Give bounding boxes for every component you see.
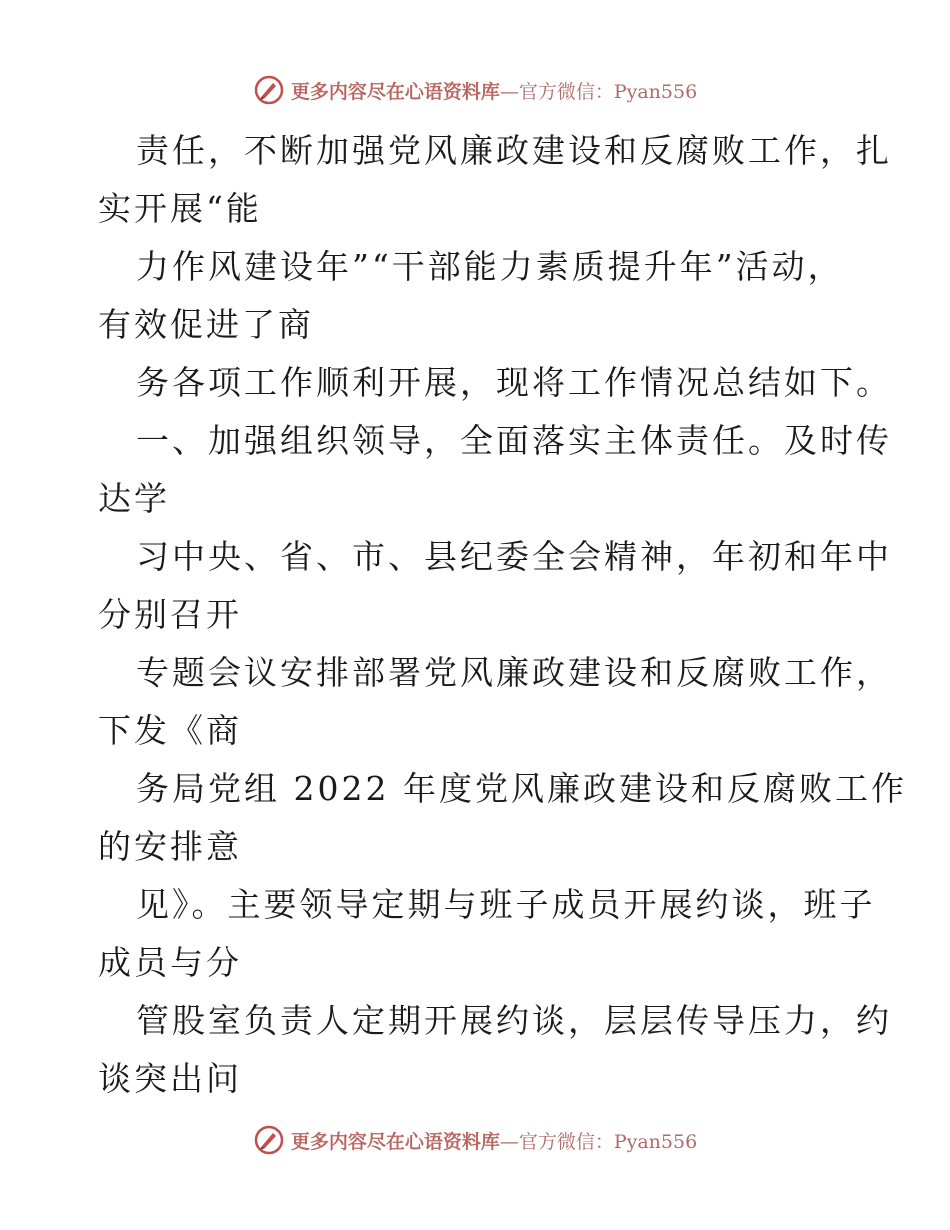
text-line: 成员与分 [98,943,242,982]
text-line: 专题会议安排部署党风廉政建设和反腐败工作， [136,653,892,692]
watermark-prefix: 更多内容尽在心语资料库 [290,1130,500,1153]
text-line: 力作风建设年”“干部能力素质提升年”活动， [136,247,844,286]
quill-logo-icon [253,1124,285,1156]
header-watermark [0,70,950,110]
watermark-prefix: 更多内容尽在心语资料库 [290,80,500,103]
text-line: 的安排意 [98,827,242,866]
text-line: 责任，不断加强党风廉政建设和反腐败工作，扎 [136,131,892,170]
text-line: 习中央、省、市、县纪委全会精神，年初和年中 [136,537,892,576]
watermark-suffix: —官方微信：Pyan556 [499,80,698,103]
text-line: 管股室负责人定期开展约谈，层层传导压力，约 [136,1001,892,1040]
text-line: 谈突出问 [98,1059,242,1098]
text-line: 下发《商 [98,711,242,750]
watermark-text [291,77,697,104]
text-line: 分别召开 [98,595,242,634]
text-line: 务局党组 2022 年度党风廉政建设和反腐败工作 [136,769,907,808]
text-line: 一、加强组织领导，全面落实主体责任。及时传 [136,421,892,460]
text-line: 达学 [98,479,170,518]
text-line: 实开展“能 [98,189,262,228]
watermark-suffix: —官方微信：Pyan556 [499,1130,698,1153]
text-line: 见》。主要领导定期与班子成员开展约谈，班子 [136,885,876,924]
watermark-text [291,1127,697,1154]
body-text [98,122,907,1108]
footer-watermark [0,1120,950,1160]
quill-logo-icon [253,74,285,106]
text-line: 有效促进了商 [98,305,314,344]
text-line: 务各项工作顺利开展，现将工作情况总结如下。 [136,363,892,402]
